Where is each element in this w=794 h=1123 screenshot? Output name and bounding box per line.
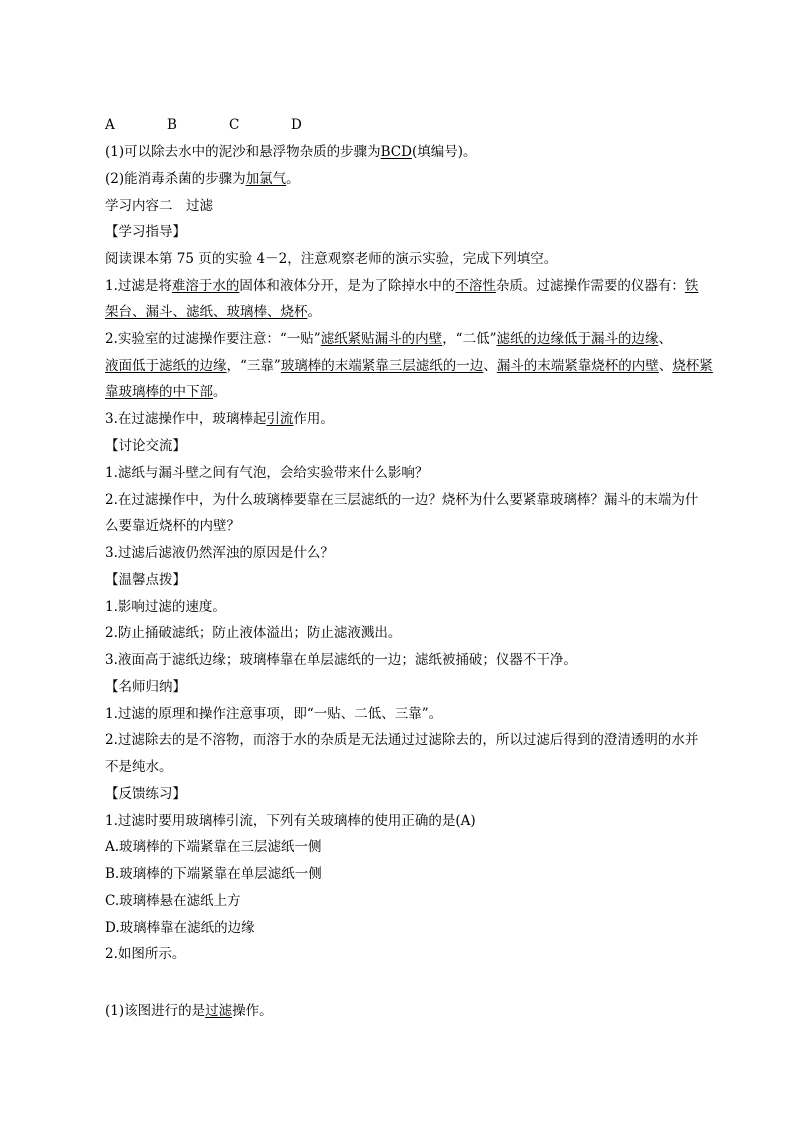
summary-2-line-2: 不是纯水。 [105, 759, 173, 775]
exercise-1: 1.过滤时要用玻璃棒引流，下列有关玻璃棒的使用正确的是(A) [105, 813, 476, 829]
paragraph-2-line-3: 靠玻璃棒的中下部。 [105, 384, 227, 400]
paragraph-2-line-2: 液面低于滤纸的边缘，“三靠”玻璃棒的末端紧靠三层滤纸的一边、漏斗的末端紧靠烧杯的内壁、烧杯紧 [105, 358, 713, 374]
summary-1: 1.过滤的原理和操作注意事项，即“一贴、二低、三靠”。 [105, 706, 443, 722]
paragraph-2-line-1: 2.实验室的过滤操作要注意：“一贴”滤纸紧贴漏斗的内壁，“二低”滤纸的边缘低于漏斗的边缘、 [105, 331, 672, 347]
answer-1: BCD [380, 144, 412, 160]
answer-2: 加氯气 [245, 171, 287, 187]
tips-heading: 【温馨点拨】 [105, 572, 186, 588]
tip-1: 1.影响过滤的速度。 [105, 599, 226, 615]
practice-heading: 【反馈练习】 [105, 786, 186, 802]
option-c: C.玻璃棒悬在滤纸上方 [105, 893, 241, 909]
option-b: B.玻璃棒的下端紧靠在单层滤纸一侧 [105, 866, 322, 882]
option-labels-row [105, 116, 353, 134]
discuss-heading: 【讨论交流】 [105, 438, 186, 454]
tip-2: 2.防止捅破滤纸；防止液体溢出；防止滤液溅出。 [105, 625, 402, 641]
label-a: A [105, 117, 115, 133]
exercise-2: 2.如图所示。 [105, 946, 186, 962]
paragraph-3: 3.在过滤操作中，玻璃棒起引流作用。 [105, 411, 334, 427]
summary-heading: 【名师归纳】 [105, 679, 186, 695]
discuss-2-line-1: 2.在过滤操作中，为什么玻璃棒要靠在三层滤纸的一边？烧杯为什么要紧靠玻璃棒？漏斗的末端为什 [105, 492, 699, 508]
label-c: C [229, 117, 240, 133]
exercise-2-question-1: (1)该图进行的是过滤操作。 [105, 1003, 273, 1019]
summary-2-line-1: 2.过滤除去的是不溶物，而溶于水的杂质是无法通过过滤除去的，所以过滤后得到的澄清透明的水并 [105, 732, 699, 748]
option-d: D.玻璃棒靠在滤纸的边缘 [105, 920, 255, 936]
section-title: 学习内容二 过滤 [105, 198, 213, 214]
question-1: (1)可以除去水中的泥沙和悬浮物杂质的步骤为BCD(填编号)。 [105, 144, 477, 160]
paragraph-1-line-1: 1.过滤是将难溶于水的固体和液体分开，是为了除掉水中的不溶性杂质。过滤操作需要的仪器有：铁 [105, 278, 699, 294]
label-d: D [291, 117, 302, 133]
option-a: A.玻璃棒的下端紧靠在三层滤纸一侧 [105, 839, 322, 855]
guide-text: 阅读课本第 75 页的实验 4－2，注意观察老师的演示实验，完成下列填空。 [105, 251, 558, 267]
label-b: B [167, 117, 177, 133]
answer-filter: 过滤 [205, 1003, 233, 1019]
guide-heading: 【学习指导】 [105, 224, 186, 240]
paragraph-1-line-2: 架台、漏斗、滤纸、玻璃棒、烧杯。 [105, 304, 321, 320]
discuss-1: 1.滤纸与漏斗壁之间有气泡，会给实验带来什么影响？ [105, 465, 429, 481]
tip-3: 3.液面高于滤纸边缘；玻璃棒靠在单层滤纸的一边；滤纸被捅破；仪器不干净。 [105, 652, 577, 668]
discuss-3: 3.过滤后滤液仍然浑浊的原因是什么？ [105, 545, 334, 561]
question-2: (2)能消毒杀菌的步骤为加氯气。 [105, 171, 300, 187]
discuss-2-line-2: 么要靠近烧杯的内壁？ [105, 518, 240, 534]
